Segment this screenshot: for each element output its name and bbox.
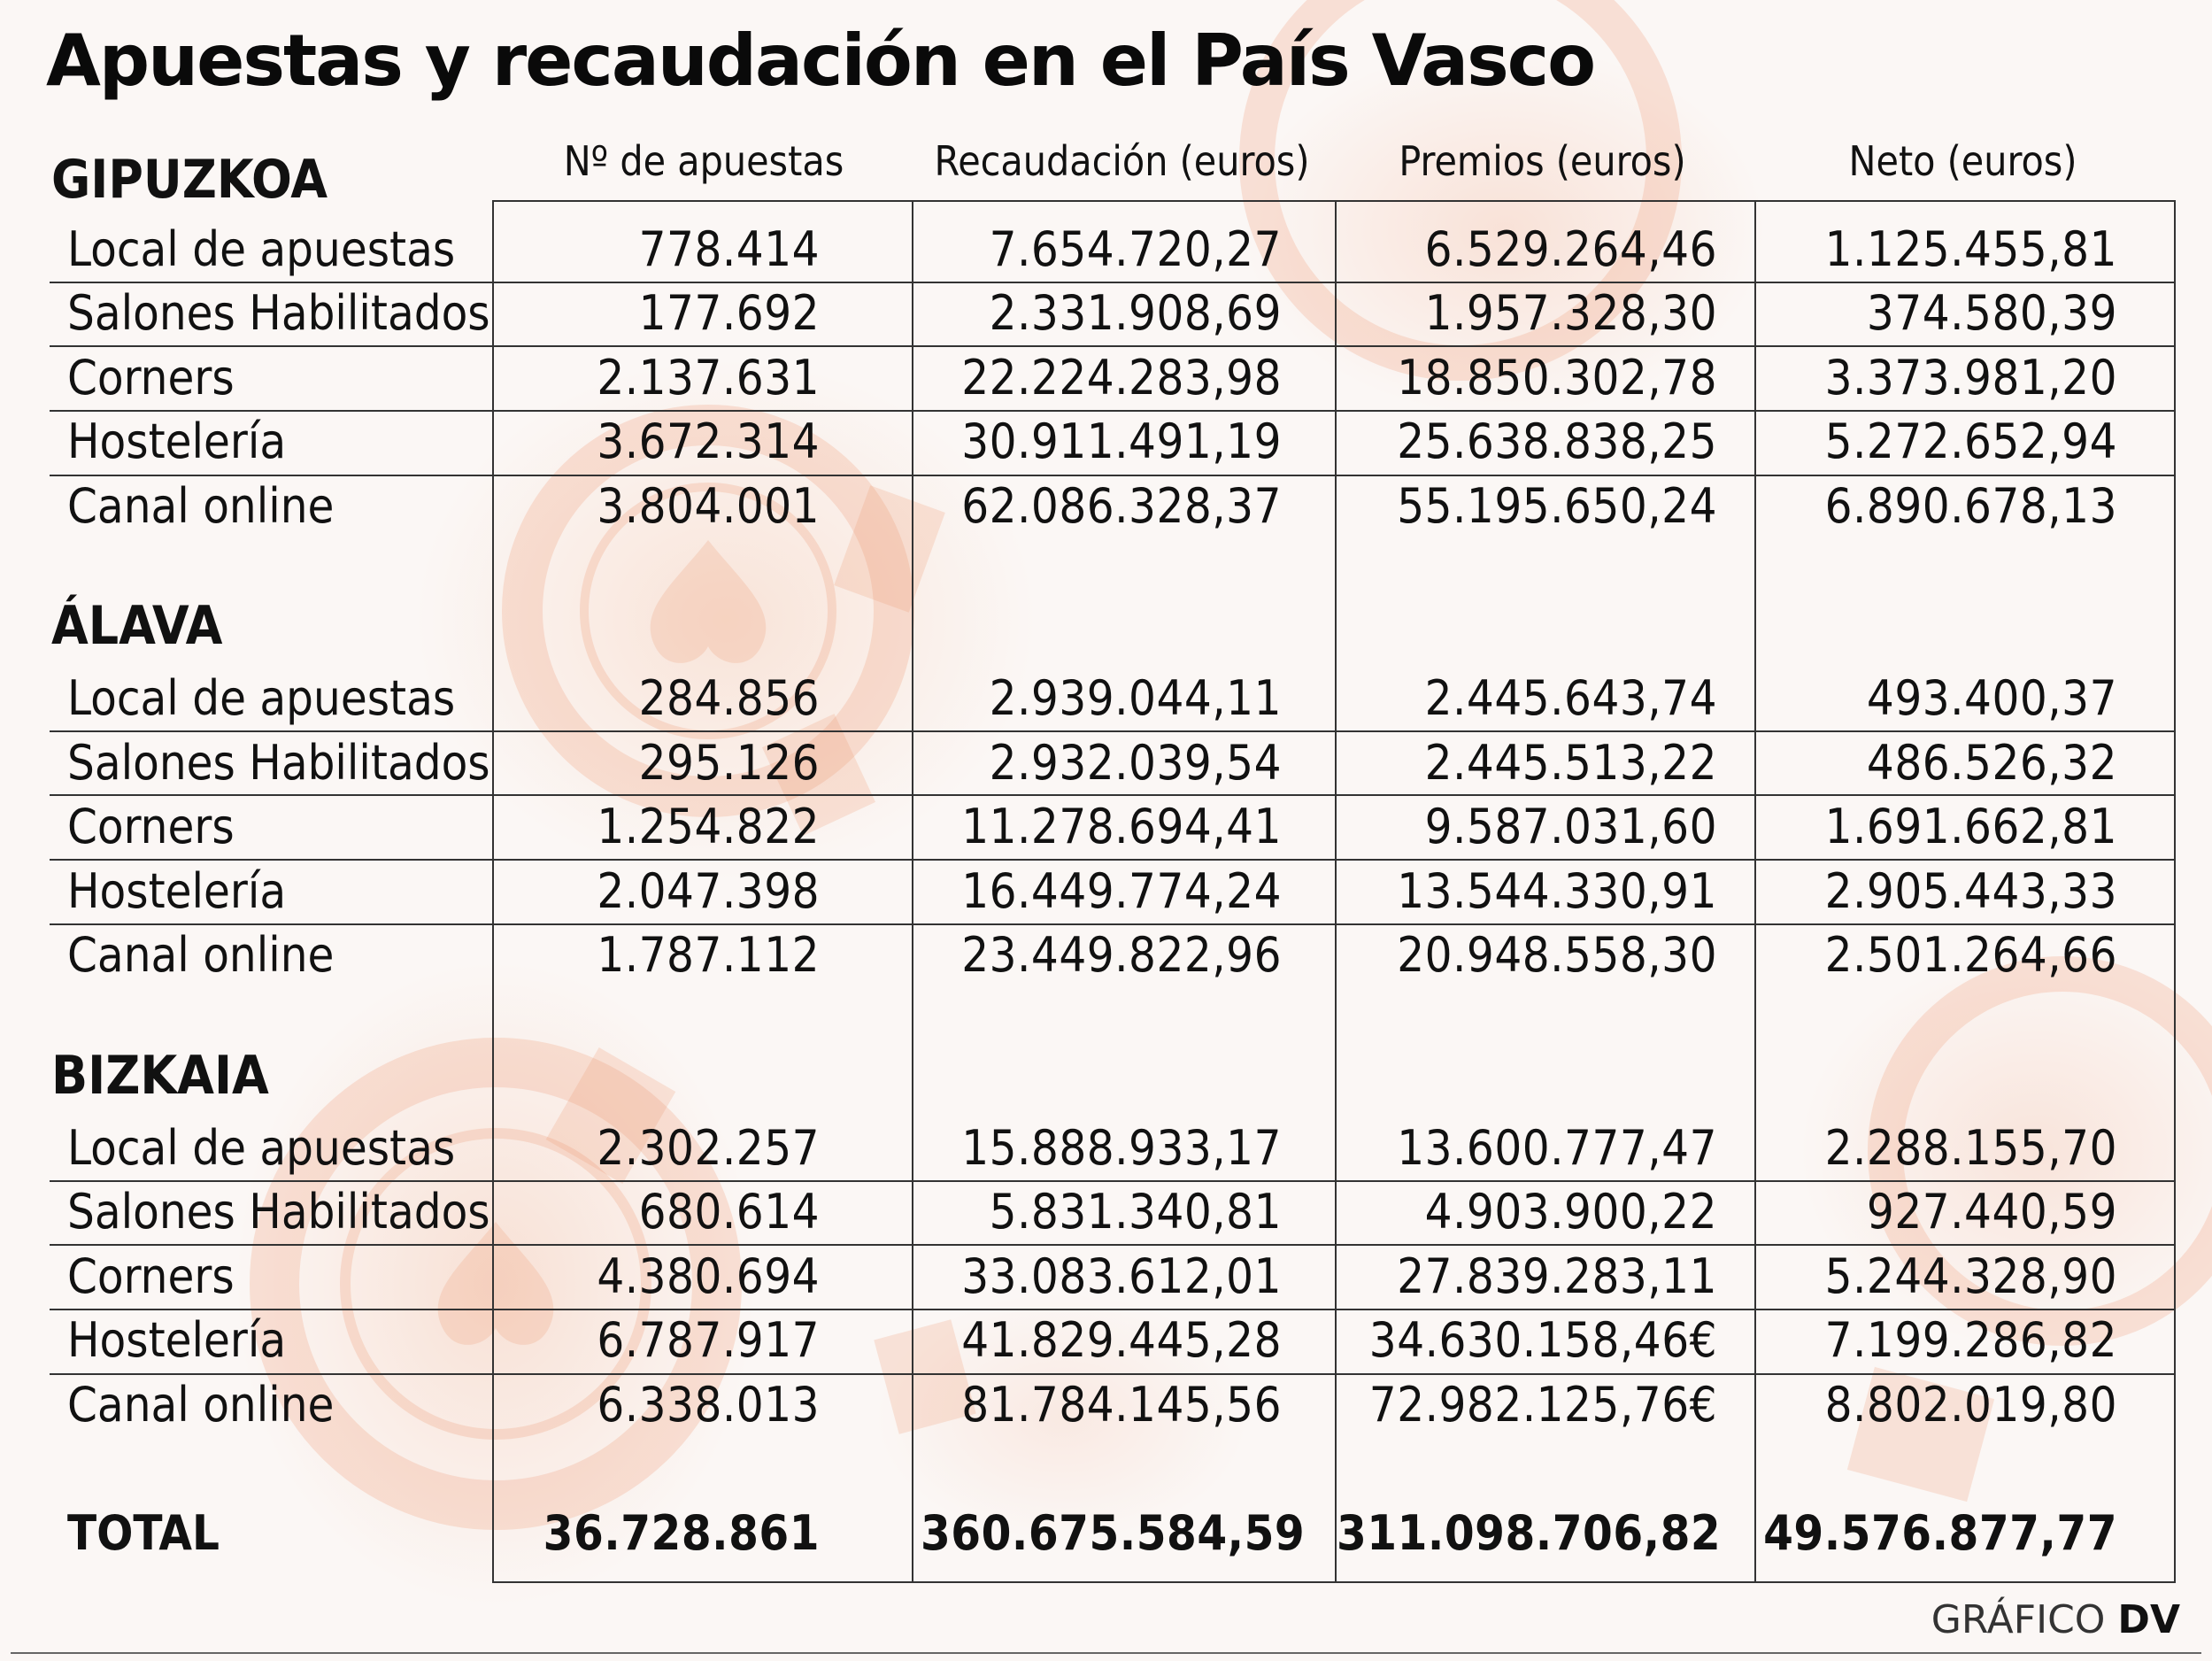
chart-title: Apuestas y recaudación en el País Vasco bbox=[46, 19, 1595, 102]
cell-neto: 1.691.662,81 bbox=[1824, 799, 2117, 854]
cell-n-apuestas: 1.787.112 bbox=[597, 927, 820, 983]
column-header-n-apuestas: Nº de apuestas bbox=[563, 137, 844, 185]
total-premios: 311.098.706,82 bbox=[1337, 1505, 1722, 1561]
cell-recaudacion: 2.331.908,69 bbox=[989, 285, 1282, 341]
row-label: Canal online bbox=[67, 478, 335, 534]
cell-neto: 486.526,32 bbox=[1866, 735, 2117, 791]
column-header-neto: Neto (euros) bbox=[1848, 137, 2077, 185]
row-label: Salones Habilitados bbox=[67, 1184, 490, 1240]
row-label: Local de apuestas bbox=[67, 670, 456, 726]
cell-premios: 18.850.302,78 bbox=[1397, 350, 1717, 406]
cell-neto: 8.802.019,80 bbox=[1824, 1377, 2117, 1433]
total-neto: 49.576.877,77 bbox=[1763, 1505, 2117, 1561]
total-recaudacion: 360.675.584,59 bbox=[921, 1505, 1306, 1561]
cell-recaudacion: 22.224.283,98 bbox=[961, 350, 1282, 406]
cell-neto: 2.905.443,33 bbox=[1824, 863, 2117, 919]
cell-neto: 374.580,39 bbox=[1866, 285, 2117, 341]
row-label: Local de apuestas bbox=[67, 1120, 456, 1176]
cell-recaudacion: 7.654.720,27 bbox=[989, 221, 1282, 277]
cell-neto: 2.288.155,70 bbox=[1824, 1120, 2117, 1176]
cell-n-apuestas: 2.137.631 bbox=[597, 350, 820, 406]
cell-n-apuestas: 295.126 bbox=[638, 735, 820, 791]
cell-n-apuestas: 6.338.013 bbox=[597, 1377, 820, 1433]
credit-line bbox=[1931, 1594, 2180, 1647]
cell-n-apuestas: 2.047.398 bbox=[597, 863, 820, 919]
cell-n-apuestas: 6.787.917 bbox=[597, 1312, 820, 1368]
cell-premios: 72.982.125,76€ bbox=[1368, 1377, 1717, 1433]
cell-recaudacion: 62.086.328,37 bbox=[961, 478, 1282, 534]
section-title-alava: ÁLAVA bbox=[51, 595, 223, 657]
column-header-recaudacion: Recaudación (euros) bbox=[934, 137, 1310, 185]
row-label: Hostelería bbox=[67, 413, 287, 469]
cell-neto: 5.244.328,90 bbox=[1824, 1248, 2117, 1304]
cell-recaudacion: 81.784.145,56 bbox=[961, 1377, 1282, 1433]
cell-n-apuestas: 3.672.314 bbox=[597, 413, 820, 469]
row-label: Local de apuestas bbox=[67, 221, 456, 277]
cell-recaudacion: 2.939.044,11 bbox=[989, 670, 1282, 726]
grid-row-line bbox=[492, 200, 2176, 202]
cell-premios: 4.903.900,22 bbox=[1424, 1184, 1717, 1240]
cell-n-apuestas: 284.856 bbox=[638, 670, 820, 726]
column-header-premios: Premios (euros) bbox=[1399, 137, 1686, 185]
cell-recaudacion: 41.829.445,28 bbox=[961, 1312, 1282, 1368]
cell-premios: 1.957.328,30 bbox=[1424, 285, 1717, 341]
cell-neto: 3.373.981,20 bbox=[1824, 350, 2117, 406]
cell-recaudacion: 15.888.933,17 bbox=[961, 1120, 1282, 1176]
cell-n-apuestas: 2.302.257 bbox=[597, 1120, 820, 1176]
cell-neto: 5.272.652,94 bbox=[1824, 413, 2117, 469]
row-label: Corners bbox=[67, 799, 235, 854]
row-label: Salones Habilitados bbox=[67, 735, 490, 791]
cell-n-apuestas: 177.692 bbox=[638, 285, 820, 341]
cell-recaudacion: 33.083.612,01 bbox=[961, 1248, 1282, 1304]
grid-row-line bbox=[492, 1581, 2176, 1583]
credit-prefix: GRÁFICO bbox=[1931, 1597, 2106, 1642]
cell-n-apuestas: 680.614 bbox=[638, 1184, 820, 1240]
cell-neto: 927.440,59 bbox=[1866, 1184, 2117, 1240]
cell-n-apuestas: 778.414 bbox=[638, 221, 820, 277]
cell-n-apuestas: 4.380.694 bbox=[597, 1248, 820, 1304]
cell-recaudacion: 11.278.694,41 bbox=[961, 799, 1282, 854]
cell-premios: 34.630.158,46€ bbox=[1368, 1312, 1717, 1368]
row-label: Salones Habilitados bbox=[67, 285, 490, 341]
cell-n-apuestas: 1.254.822 bbox=[597, 799, 820, 854]
cell-neto: 493.400,37 bbox=[1866, 670, 2117, 726]
cell-premios: 2.445.513,22 bbox=[1424, 735, 1717, 791]
cell-neto: 2.501.264,66 bbox=[1824, 927, 2117, 983]
cell-recaudacion: 2.932.039,54 bbox=[989, 735, 1282, 791]
section-title-bizkaia: BIZKAIA bbox=[51, 1045, 269, 1107]
cell-premios: 13.544.330,91 bbox=[1397, 863, 1717, 919]
cell-n-apuestas: 3.804.001 bbox=[597, 478, 820, 534]
cell-premios: 55.195.650,24 bbox=[1397, 478, 1717, 534]
row-label: Corners bbox=[67, 350, 235, 406]
cell-premios: 2.445.643,74 bbox=[1424, 670, 1717, 726]
cell-premios: 25.638.838,25 bbox=[1397, 413, 1717, 469]
cell-premios: 27.839.283,11 bbox=[1397, 1248, 1717, 1304]
row-label: Canal online bbox=[67, 1377, 335, 1433]
cell-neto: 1.125.455,81 bbox=[1824, 221, 2117, 277]
cell-recaudacion: 23.449.822,96 bbox=[961, 927, 1282, 983]
cell-neto: 7.199.286,82 bbox=[1824, 1312, 2117, 1368]
cell-premios: 13.600.777,47 bbox=[1397, 1120, 1717, 1176]
row-label: Canal online bbox=[67, 927, 335, 983]
row-label: Hostelería bbox=[67, 1312, 287, 1368]
cell-recaudacion: 30.911.491,19 bbox=[961, 413, 1282, 469]
row-label: Corners bbox=[67, 1248, 235, 1304]
total-n-apuestas: 36.728.861 bbox=[543, 1505, 820, 1561]
credit-brand: DV bbox=[2117, 1597, 2180, 1642]
section-title-gipuzkoa: GIPUZKOA bbox=[51, 149, 328, 211]
total-label: TOTAL bbox=[67, 1505, 220, 1561]
cell-premios: 6.529.264,46 bbox=[1424, 221, 1717, 277]
row-label: Hostelería bbox=[67, 863, 287, 919]
cell-neto: 6.890.678,13 bbox=[1824, 478, 2117, 534]
cell-premios: 9.587.031,60 bbox=[1424, 799, 1717, 854]
footer-rule bbox=[11, 1652, 2201, 1654]
cell-recaudacion: 16.449.774,24 bbox=[961, 863, 1282, 919]
cell-premios: 20.948.558,30 bbox=[1397, 927, 1717, 983]
cell-recaudacion: 5.831.340,81 bbox=[989, 1184, 1282, 1240]
